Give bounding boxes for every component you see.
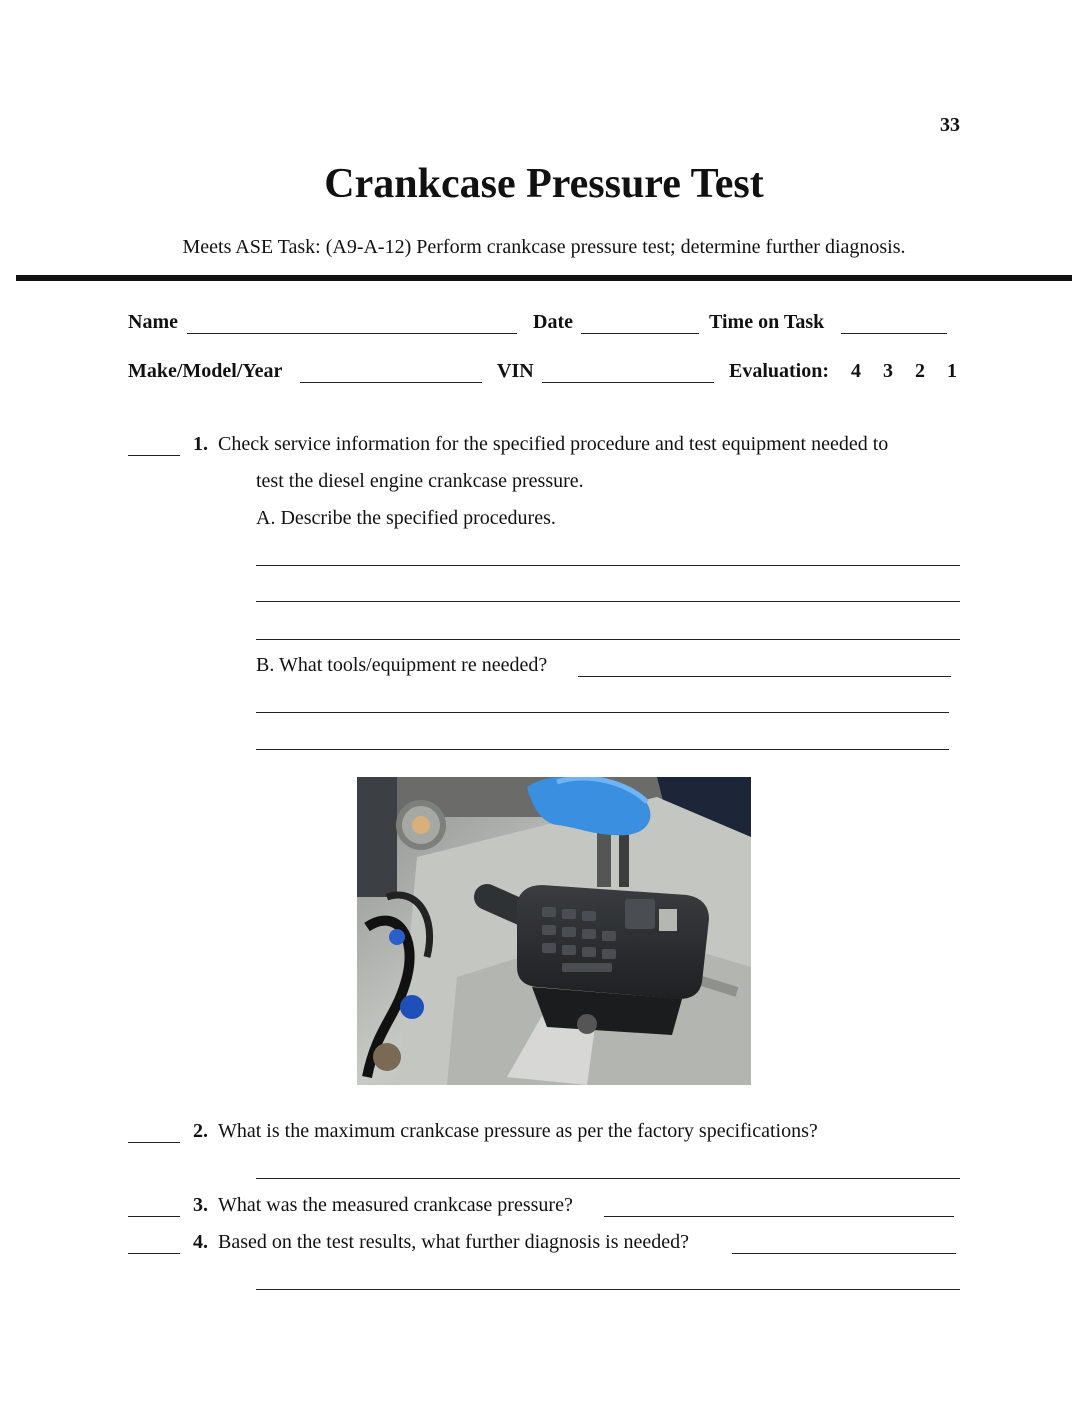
question-3-text: What was the measured crankcase pressure? xyxy=(218,1194,573,1216)
answer-line[interactable] xyxy=(256,1289,960,1290)
question-1-text: Check service information for the specified procedure and test equipment needed to xyxy=(218,433,889,455)
date-label: Date xyxy=(533,311,573,333)
crankcase-filter-photo xyxy=(357,777,751,1085)
answer-line[interactable] xyxy=(604,1216,954,1217)
answer-line[interactable] xyxy=(578,676,951,677)
evaluation-score-2[interactable]: 2 xyxy=(915,360,925,382)
name-label: Name xyxy=(128,311,178,333)
evaluation-label: Evaluation: xyxy=(729,360,830,382)
ase-task-subtitle: Meets ASE Task: (A9-A-12) Perform crankcase pressure test; determine further diagnosis. xyxy=(182,236,906,258)
answer-line[interactable] xyxy=(256,1178,960,1179)
question-1-check-field[interactable] xyxy=(128,455,180,456)
question-1b-text: B. What tools/equipment re needed? xyxy=(256,654,548,676)
date-field[interactable] xyxy=(581,333,699,334)
header-divider xyxy=(16,275,1072,281)
question-3-number: 3. xyxy=(193,1194,208,1216)
question-1-number: 1. xyxy=(193,433,208,455)
question-1a-text: A. Describe the specified procedures. xyxy=(256,507,556,529)
evaluation-score-3[interactable]: 3 xyxy=(883,360,893,382)
answer-line[interactable] xyxy=(256,712,949,713)
name-field[interactable] xyxy=(187,333,517,334)
question-4-number: 4. xyxy=(193,1231,208,1253)
answer-line[interactable] xyxy=(732,1253,956,1254)
make-model-year-field[interactable] xyxy=(300,382,482,383)
evaluation-score-4[interactable]: 4 xyxy=(851,360,861,382)
answer-line[interactable] xyxy=(256,749,949,750)
time-on-task-field[interactable] xyxy=(841,333,947,334)
page-number: 33 xyxy=(940,114,960,136)
make-model-year-label: Make/Model/Year xyxy=(128,360,283,382)
answer-line[interactable] xyxy=(256,601,960,602)
question-2-check-field[interactable] xyxy=(128,1142,180,1143)
question-2-number: 2. xyxy=(193,1120,208,1142)
question-1-text-continued: test the diesel engine crankcase pressure. xyxy=(256,470,584,492)
evaluation-score-1[interactable]: 1 xyxy=(947,360,957,382)
vin-field[interactable] xyxy=(542,382,714,383)
question-2-text: What is the maximum crankcase pressure as per the factory specifications? xyxy=(218,1120,818,1142)
vin-label: VIN xyxy=(497,360,534,382)
question-3-check-field[interactable] xyxy=(128,1216,180,1217)
answer-line[interactable] xyxy=(256,639,960,640)
page-title: Crankcase Pressure Test xyxy=(324,161,764,207)
question-4-check-field[interactable] xyxy=(128,1253,180,1254)
answer-line[interactable] xyxy=(256,565,960,566)
time-on-task-label: Time on Task xyxy=(709,311,825,333)
question-4-text: Based on the test results, what further diagnosis is needed? xyxy=(218,1231,689,1253)
